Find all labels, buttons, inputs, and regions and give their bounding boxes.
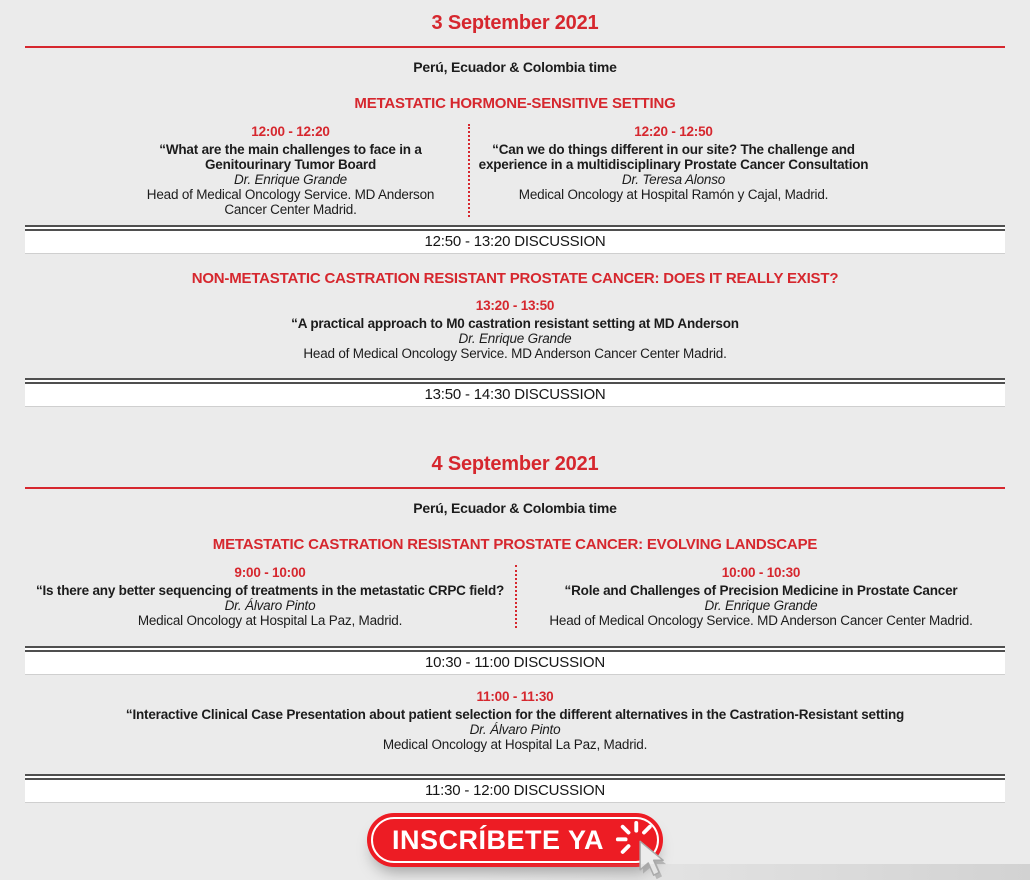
session-title-line: Genitourinary Tumor Board <box>204 157 376 172</box>
session-affiliation: Head of Medical Oncology Service. MD Anderson Cancer Center Madrid. <box>549 613 973 628</box>
session-title: “A practical approach to M0 castration resistant setting at MD Anderson <box>291 316 739 331</box>
session-title <box>474 142 873 172</box>
day2-timezone: Perú, Ecuador & Colombia time <box>413 500 617 516</box>
day1-session-right <box>470 124 1005 217</box>
session-title: “Role and Challenges of Precision Medicine in Prostate Cancer <box>564 583 958 598</box>
session-title: “Interactive Clinical Case Presentation about patient selection for the different alternatives in the Castration-Resistant setting <box>125 707 905 722</box>
session-affiliation-line: Head of Medical Oncology Service. MD Anderson <box>146 187 435 202</box>
day1-topic2-heading: NON-METASTATIC CASTRATION RESISTANT PROSTATE CANCER: DOES IT REALLY EXIST? <box>191 270 839 287</box>
session-time: 12:00 - 12:20 <box>251 124 330 139</box>
session-speaker: Dr. Teresa Alonso <box>621 172 726 187</box>
day1-sessions-row <box>25 124 1005 217</box>
day1-session-left <box>25 124 470 217</box>
day2-session-interactive-case <box>0 689 1030 752</box>
session-time: 10:00 - 10:30 <box>721 565 801 580</box>
session-time: 9:00 - 10:00 <box>234 565 306 580</box>
session-speaker: Dr. Enrique Grande <box>704 598 818 613</box>
day1-session-m0 <box>0 298 1030 361</box>
session-affiliation <box>117 187 464 217</box>
register-button-label: INSCRÍBETE YA <box>391 824 605 855</box>
day2-section <box>0 453 1030 803</box>
day2-date: 4 September 2021 <box>431 453 599 475</box>
session-speaker: Dr. Enrique Grande <box>234 172 347 187</box>
day1-timezone: Perú, Ecuador & Colombia time <box>413 59 617 75</box>
day1-date: 3 September 2021 <box>431 12 599 34</box>
session-speaker: Dr. Álvaro Pinto <box>469 722 561 737</box>
session-speaker: Dr. Enrique Grande <box>458 331 572 346</box>
session-affiliation-line: Cancer Center Madrid. <box>224 202 357 217</box>
register-button[interactable] <box>367 813 663 867</box>
session-title <box>117 142 464 172</box>
day2-session-left <box>25 565 517 628</box>
session-affiliation: Head of Medical Oncology Service. MD Anderson Cancer Center Madrid. <box>303 346 727 361</box>
day1-red-divider <box>25 46 1005 48</box>
day2-topic1-heading: METASTATIC CASTRATION RESISTANT PROSTATE CANCER: EVOLVING LANDSCAPE <box>212 536 818 553</box>
discussion-bar: 10:30 - 11:00 DISCUSSION <box>25 646 1005 675</box>
session-affiliation: Medical Oncology at Hospital La Paz, Madrid. <box>382 737 648 752</box>
discussion-bar: 12:50 - 13:20 DISCUSSION <box>25 225 1005 254</box>
click-cursor-icon <box>613 818 675 880</box>
session-affiliation: Medical Oncology at Hospital La Paz, Madrid. <box>137 613 403 628</box>
session-title: “Is there any better sequencing of treatments in the metastatic CRPC field? <box>35 583 505 598</box>
day2-red-divider <box>25 487 1005 489</box>
discussion-bar: 11:30 - 12:00 DISCUSSION <box>25 774 1005 803</box>
cta-container <box>0 813 1030 872</box>
day2-session-right <box>517 565 1005 628</box>
day2-sessions-row <box>25 565 1005 628</box>
session-title-line: “Can we do things different in our site? The challenge and <box>492 142 855 157</box>
session-title-line: “What are the main challenges to face in a <box>159 142 422 157</box>
day1-topic1-heading: METASTATIC HORMONE-SENSITIVE SETTING <box>354 95 676 112</box>
discussion-bar: 13:50 - 14:30 DISCUSSION <box>25 378 1005 407</box>
session-title-line: experience in a multidisciplinary Prostate Cancer Consultation <box>478 157 869 172</box>
session-time: 11:00 - 11:30 <box>476 689 554 704</box>
session-affiliation: Medical Oncology at Hospital Ramón y Cajal, Madrid. <box>518 187 829 202</box>
session-time: 12:20 - 12:50 <box>634 124 713 139</box>
day1-section <box>0 12 1030 407</box>
session-time: 13:20 - 13:50 <box>475 298 555 313</box>
session-speaker: Dr. Álvaro Pinto <box>224 598 316 613</box>
